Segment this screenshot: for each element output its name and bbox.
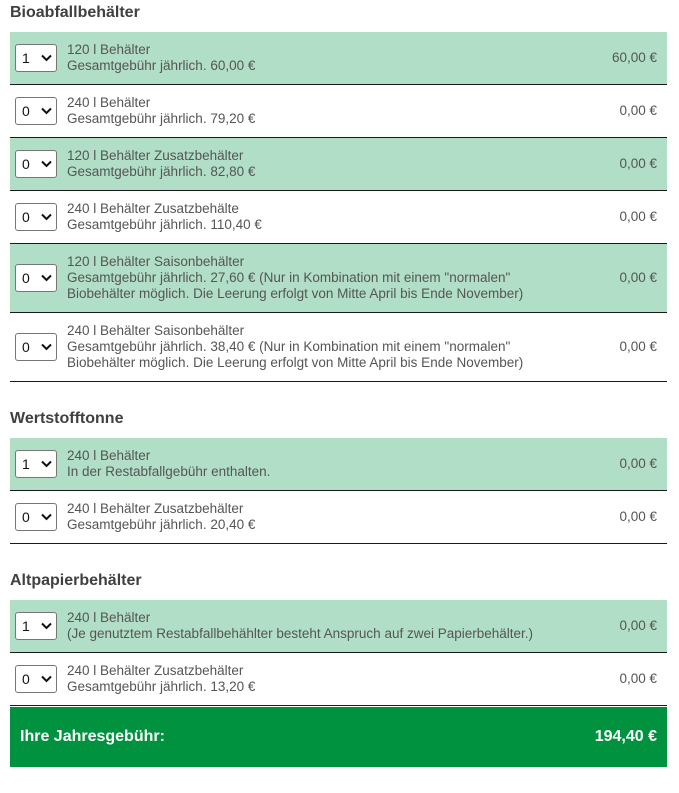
container-row (10, 137, 667, 190)
container-row (10, 438, 667, 490)
quantity-select[interactable] (15, 450, 57, 478)
container-detail: Gesamtgebühr jährlich. 38,40 € (Nur in Kombination mit einem "normalen" Biobehälter möglich. Die Leerung erfolgt von Mitte April bis Ende November) (67, 339, 524, 370)
container-description (67, 610, 577, 642)
chevron-down-icon (41, 343, 52, 351)
chevron-down-icon (41, 213, 52, 221)
row-price: 0,00 € (619, 339, 657, 354)
section-title-altpapier: Altpapierbehälter (10, 572, 142, 589)
container-name: 120 l Behälter (67, 42, 151, 57)
total-bar (10, 707, 667, 767)
section-title-wertstoff: Wertstofftonne (10, 410, 124, 427)
quantity-select[interactable] (15, 150, 57, 178)
row-price: 0,00 € (619, 103, 657, 118)
chevron-down-icon (41, 54, 52, 62)
container-description (67, 323, 577, 371)
container-row (10, 652, 667, 705)
container-description (67, 501, 577, 533)
total-label: Ihre Jahresgebühr: (20, 728, 165, 745)
container-name: 240 l Behälter (67, 448, 151, 463)
section-title-bioabfall: Bioabfallbehälter (10, 4, 140, 21)
container-detail: Gesamtgebühr jährlich. 13,20 € (67, 679, 256, 694)
container-detail: Gesamtgebühr jährlich. 82,80 € (67, 164, 256, 179)
chevron-down-icon (41, 513, 52, 521)
quantity-value: 0 (22, 270, 30, 286)
quantity-value: 0 (22, 209, 30, 225)
container-name: 240 l Behälter Saisonbehälter (67, 323, 245, 338)
chevron-down-icon (41, 675, 52, 683)
row-price: 0,00 € (619, 509, 657, 524)
container-detail: In der Restabfallgebühr enthalten. (67, 464, 271, 479)
quantity-select[interactable] (15, 44, 57, 72)
container-row (10, 243, 667, 312)
quantity-select[interactable] (15, 97, 57, 125)
chevron-down-icon (41, 460, 52, 468)
chevron-down-icon (41, 274, 52, 282)
altpapier-rows (10, 600, 667, 706)
wertstoff-rows (10, 438, 667, 544)
section-spacer (10, 382, 667, 406)
container-row (10, 84, 667, 137)
container-row (10, 312, 667, 381)
chevron-down-icon (41, 160, 52, 168)
row-price: 0,00 € (619, 270, 657, 285)
container-detail: Gesamtgebühr jährlich. 110,40 € (67, 217, 262, 232)
container-description (67, 254, 577, 302)
container-name: 240 l Behälter (67, 610, 151, 625)
bioabfall-rows (10, 32, 667, 382)
container-name: 120 l Behälter Zusatzbehälter (67, 148, 244, 163)
quantity-value: 0 (22, 339, 30, 355)
container-detail: Gesamtgebühr jährlich. 60,00 € (67, 58, 256, 73)
row-price: 0,00 € (619, 209, 657, 224)
chevron-down-icon (41, 622, 52, 630)
container-row (10, 490, 667, 543)
container-row (10, 32, 667, 84)
container-description (67, 42, 577, 74)
container-detail: (Je genutztem Restabfallbehählter besteht Anspruch auf zwei Papierbehälter.) (67, 626, 534, 641)
container-description (67, 201, 577, 233)
total-value: 194,40 € (594, 728, 657, 745)
quantity-value: 0 (22, 156, 30, 172)
row-price: 0,00 € (619, 156, 657, 171)
quantity-select[interactable] (15, 264, 57, 292)
quantity-select[interactable] (15, 612, 57, 640)
row-price: 0,00 € (619, 618, 657, 633)
row-price: 0,00 € (619, 671, 657, 686)
container-description (67, 148, 577, 180)
quantity-value: 0 (22, 103, 30, 119)
quantity-select[interactable] (15, 203, 57, 231)
row-price: 0,00 € (619, 456, 657, 471)
quantity-value: 0 (22, 671, 30, 687)
quantity-value: 1 (22, 50, 30, 66)
chevron-down-icon (41, 107, 52, 115)
container-row (10, 600, 667, 652)
quantity-select[interactable] (15, 333, 57, 361)
container-name: 240 l Behälter Zusatzbehälte (67, 201, 239, 216)
container-detail: Gesamtgebühr jährlich. 20,40 € (67, 517, 256, 532)
section-spacer (10, 544, 667, 568)
container-name: 240 l Behälter (67, 95, 151, 110)
container-description (67, 663, 577, 695)
container-description (67, 448, 577, 480)
container-name: 240 l Behälter Zusatzbehälter (67, 663, 244, 678)
container-detail: Gesamtgebühr jährlich. 27,60 € (Nur in Kombination mit einem "normalen" Biobehälter möglich. Die Leerung erfolgt von Mitte April bis Ende November) (67, 270, 524, 301)
quantity-value: 0 (22, 509, 30, 525)
container-description (67, 95, 577, 127)
quantity-value: 1 (22, 618, 30, 634)
container-detail: Gesamtgebühr jährlich. 79,20 € (67, 111, 256, 126)
container-row (10, 190, 667, 243)
quantity-value: 1 (22, 456, 30, 472)
container-name: 120 l Behälter Saisonbehälter (67, 254, 245, 269)
quantity-select[interactable] (15, 665, 57, 693)
row-price: 60,00 € (611, 50, 657, 65)
container-name: 240 l Behälter Zusatzbehälter (67, 501, 244, 516)
quantity-select[interactable] (15, 503, 57, 531)
